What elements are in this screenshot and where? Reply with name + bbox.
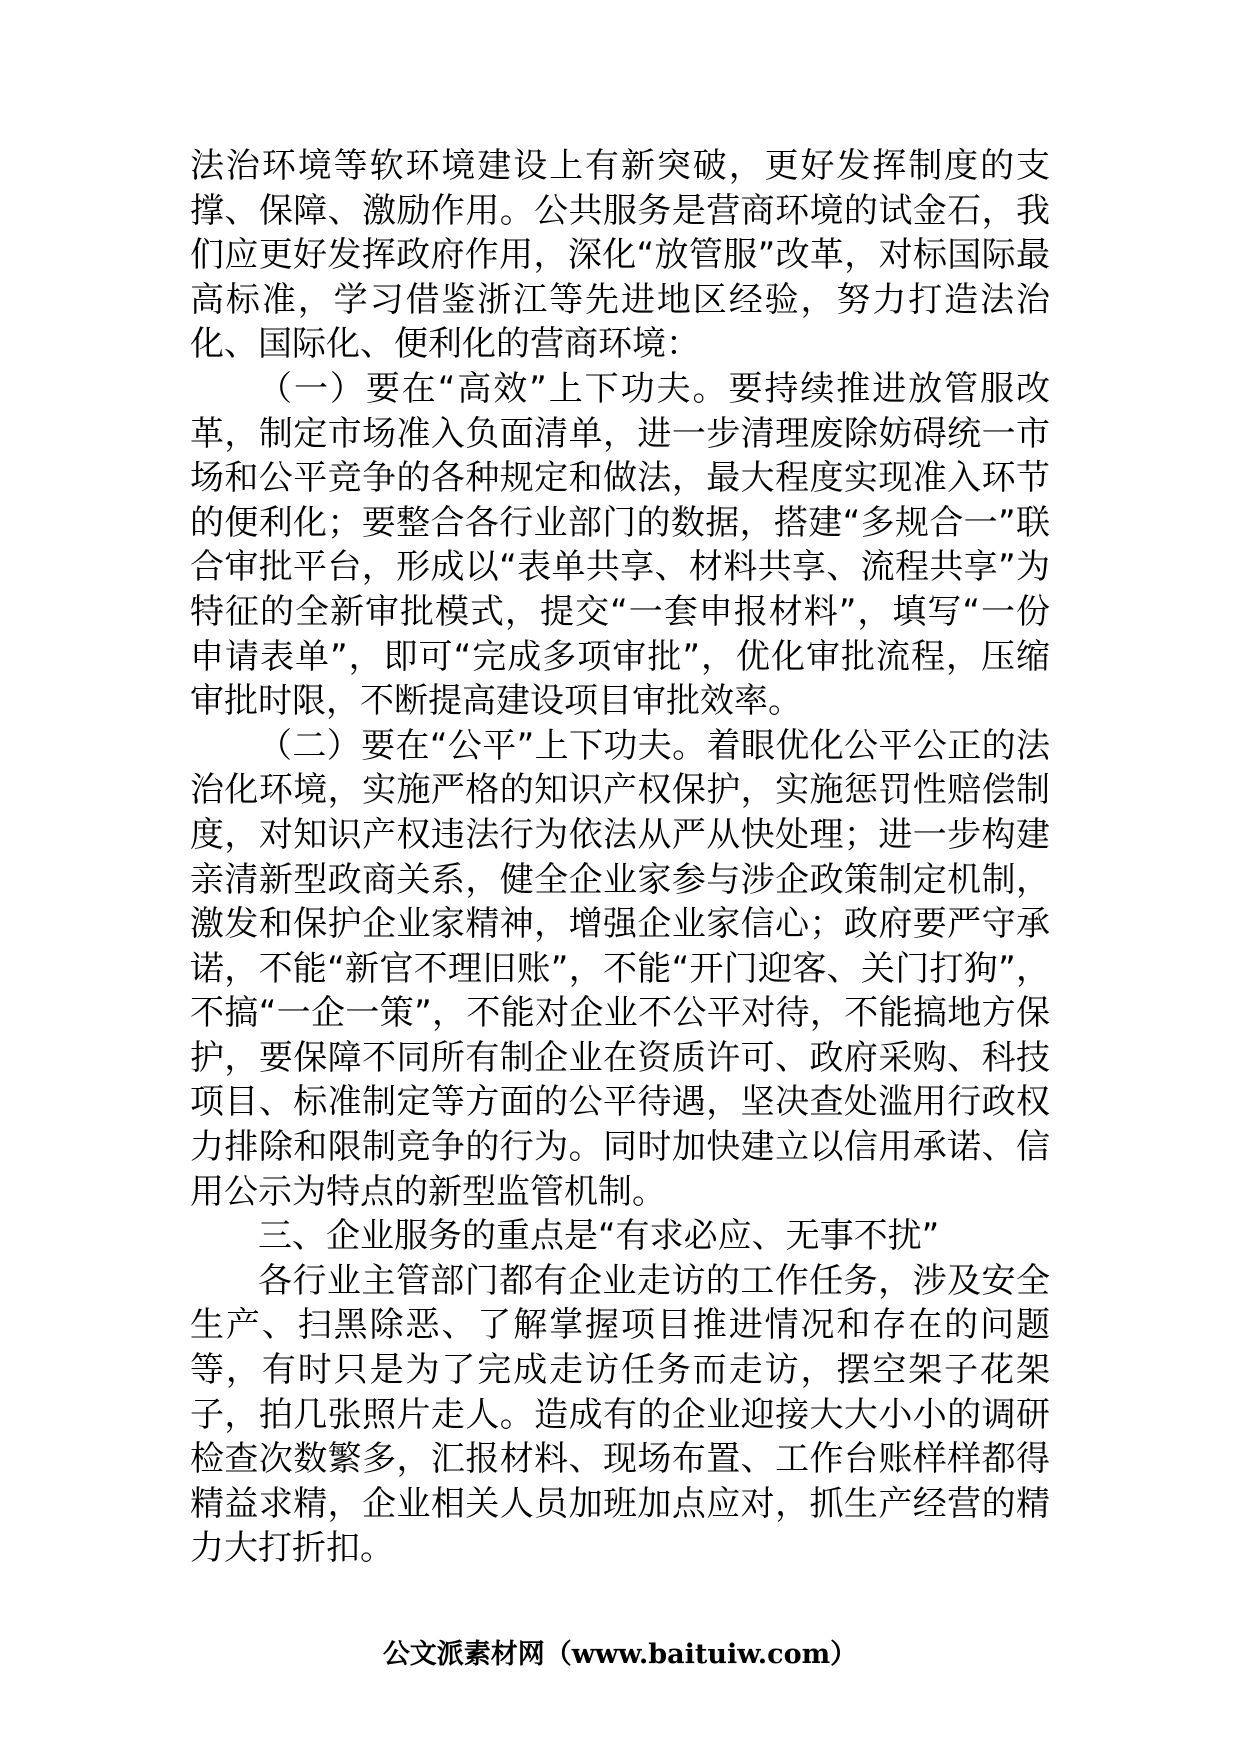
document-body <box>190 144 1050 1571</box>
section-heading: 三、企业服务的重点是“有求必应、无事不扰” <box>258 1216 940 1257</box>
footer-source: 公文派素材网（www.baituiw.com） <box>382 1639 858 1670</box>
paragraph-4: 各行业主管部门都有企业走访的工作任务，涉及安全生产、扫黑除恶、了解掌握项目推进情况和存在的问题等，有时只是为了完成走访任务而走访，摆空架子花架子，拍几张照片走人。造成有的企业迎接大大小小的调研检查次数繁多，汇报材料、现场布置、工作台账样样都得精益求精，企业相关人员加班加点应对，抓生产经营的精力大打折扣。 <box>190 1260 1050 1569</box>
paragraph-3: （二）要在“公平”上下功夫。着眼优化公平公正的法治化环境，实施严格的知识产权保护，实施惩罚性赔偿制度，对知识产权违法行为依法从严从快处理；进一步构建亲清新型政商关系，健全企业家参与涉企政策制定机制，激发和保护企业家精神，增强企业家信心；政府要严守承诺，不能“新官不理旧账”，不能“开门迎客、关门打狗”，不搞“一企一策”，不能对企业不公平对待，不能搞地方保护，要保障不同所有制企业在资质许可、政府采购、科技项目、标准制定等方面的公平待遇，坚决查处滥用行政权力排除和限制竞争的行为。同时加快建立以信用承诺、信用公示为特点的新型监管机制。 <box>190 725 1050 1212</box>
paragraph-2: （一）要在“高效”上下功夫。要持续推进放管服改革，制定市场准入负面清单，进一步清理废除妨碍统一市场和公平竞争的各种规定和做法，最大程度实现准入环节的便利化；要整合各行业部门的数据，搭建“多规合一”联合审批平台，形成以“表单共享、材料共享、流程共享”为特征的全新审批模式，提交“一套申报材料”，填写“一份申请表单”，即可“完成多项审批”，优化审批流程，压缩审批时限，不断提高建设项目审批效率。 <box>190 368 1050 722</box>
paragraph-1: 法治环境等软环境建设上有新突破，更好发挥制度的支撑、保障、激励作用。公共服务是营商环境的试金石，我们应更好发挥政府作用，深化“放管服”改革，对标国际最高标准，学习借鉴浙江等先进地区经验，努力打造法治化、国际化、便利化的营商环境： <box>190 146 1050 365</box>
